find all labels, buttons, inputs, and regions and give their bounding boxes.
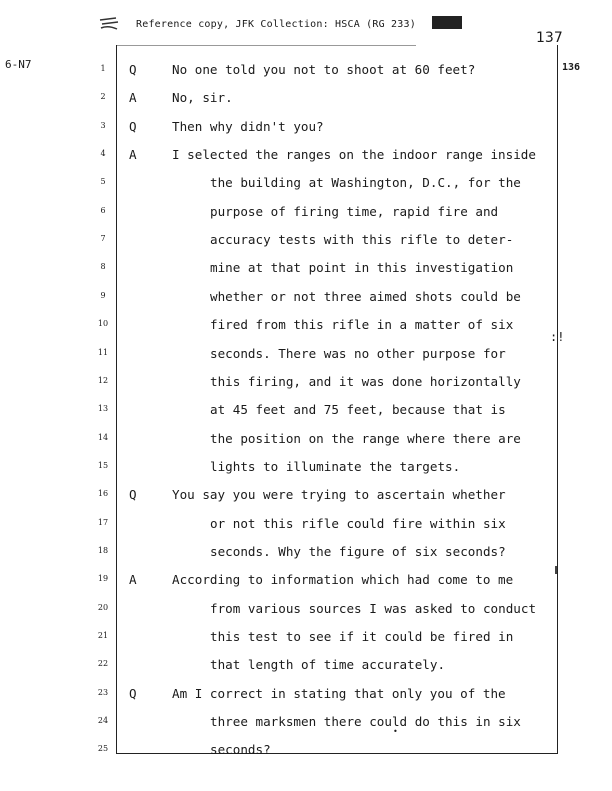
- line-number: 14: [97, 432, 109, 442]
- line-text: Am I correct in stating that only you of the: [172, 685, 506, 701]
- line-text: seconds. There was no other purpose for: [210, 345, 506, 361]
- line-text: No one told you not to shoot at 60 feet?: [172, 62, 476, 77]
- transcript-line: [0, 175, 612, 195]
- line-text: lights to illuminate the targets.: [210, 458, 461, 474]
- corner-mark: 136: [562, 62, 581, 73]
- line-number: 19: [97, 574, 109, 584]
- line-number: 15: [97, 460, 109, 470]
- transcript-line: [0, 346, 612, 366]
- transcript-line: [0, 714, 612, 734]
- line-text: fired from this rifle in a matter of six: [210, 317, 514, 333]
- line-text: seconds. Why the figure of six seconds?: [210, 543, 506, 559]
- line-text: accuracy tests with this rifle to deter-: [210, 232, 514, 248]
- transcript-line: [0, 119, 612, 139]
- line-text: No, sir.: [172, 90, 233, 106]
- line-number: 13: [97, 404, 109, 414]
- line-text: purpose of firing time, rapid fire and: [210, 203, 499, 219]
- transcript-line: [0, 459, 612, 479]
- side-code: 6-N7: [5, 58, 32, 71]
- line-text: According to information which had come to me: [172, 572, 514, 588]
- line-number: 21: [97, 631, 109, 640]
- line-text: from various sources I was asked to conduct: [210, 600, 537, 616]
- line-number: 6: [100, 205, 106, 215]
- line-text: at 45 feet and 75 feet, because that is: [210, 402, 506, 418]
- transcript-line: [0, 572, 612, 592]
- transcript-line: [0, 62, 612, 82]
- line-number: 22: [97, 659, 109, 669]
- line-text: the building at Washington, D.C., for the: [210, 175, 521, 191]
- line-number: 4: [100, 149, 106, 159]
- transcript-line: [0, 657, 612, 677]
- line-number: 7: [100, 234, 106, 244]
- line-number: 20: [97, 602, 109, 612]
- transcript-line: [0, 601, 612, 621]
- transcript-line: [0, 544, 612, 564]
- line-text: this test to see if it could be fired in: [210, 629, 514, 644]
- transcript-line: [0, 742, 612, 762]
- line-number: 17: [97, 517, 109, 527]
- transcript-line: [0, 516, 612, 536]
- line-number: 2: [100, 92, 106, 102]
- transcript-line: [0, 147, 612, 167]
- speaker-label: Q: [129, 62, 137, 77]
- transcript-line: [0, 204, 612, 224]
- line-text: seconds?: [210, 742, 271, 758]
- handwritten-scribble: [98, 16, 120, 32]
- page-number: 137: [536, 30, 563, 46]
- line-text: the position on the range where there are: [210, 430, 521, 446]
- line-number: 1: [100, 64, 106, 73]
- line-text: this firing, and it was done horizontally: [210, 373, 521, 389]
- transcript-line: [0, 374, 612, 394]
- line-text: You say you were trying to ascertain whether: [172, 487, 506, 503]
- line-text: whether or not three aimed shots could be: [210, 288, 521, 304]
- speaker-label: A: [129, 90, 137, 106]
- reference-header: Reference copy, JFK Collection: HSCA (RG 233): [136, 19, 416, 30]
- transcript-line: [0, 487, 612, 507]
- line-number: 18: [97, 545, 109, 555]
- transcript-line: [0, 402, 612, 422]
- transcript-line: [0, 317, 612, 337]
- line-number: 16: [97, 489, 109, 499]
- speaker-label: A: [129, 147, 137, 163]
- line-number: 5: [100, 177, 106, 187]
- line-text: Then why didn't you?: [172, 118, 324, 134]
- line-number: 9: [100, 290, 106, 300]
- transcript-line: [0, 260, 612, 280]
- line-text: three marksmen there could do this in six: [210, 714, 521, 730]
- stray-mark: •: [393, 727, 398, 736]
- line-number: 3: [100, 120, 106, 130]
- speaker-label: Q: [129, 685, 137, 701]
- transcript-line: [0, 289, 612, 309]
- transcript-line: [0, 629, 612, 649]
- line-number: 24: [97, 716, 109, 726]
- speaker-label: Q: [129, 487, 137, 503]
- line-text: that length of time accurately.: [210, 657, 446, 673]
- transcript-line: [0, 90, 612, 110]
- speaker-label: Q: [129, 118, 137, 134]
- line-number: 23: [97, 687, 109, 697]
- redaction-mark: [432, 16, 462, 29]
- line-number: 25: [97, 744, 109, 754]
- line-text: mine at that point in this investigation: [210, 260, 514, 276]
- speaker-label: A: [129, 572, 137, 588]
- transcript-line: [0, 232, 612, 252]
- line-number: 12: [97, 375, 109, 385]
- line-text: I selected the ranges on the indoor range inside: [172, 147, 536, 163]
- line-number: 10: [97, 319, 109, 329]
- line-text: or not this rifle could fire within six: [210, 515, 506, 531]
- line-number: 8: [100, 262, 106, 272]
- margin-mark: :!: [550, 330, 565, 344]
- transcript-line: [0, 686, 612, 706]
- line-number: 11: [97, 347, 109, 357]
- transcript-line: [0, 431, 612, 451]
